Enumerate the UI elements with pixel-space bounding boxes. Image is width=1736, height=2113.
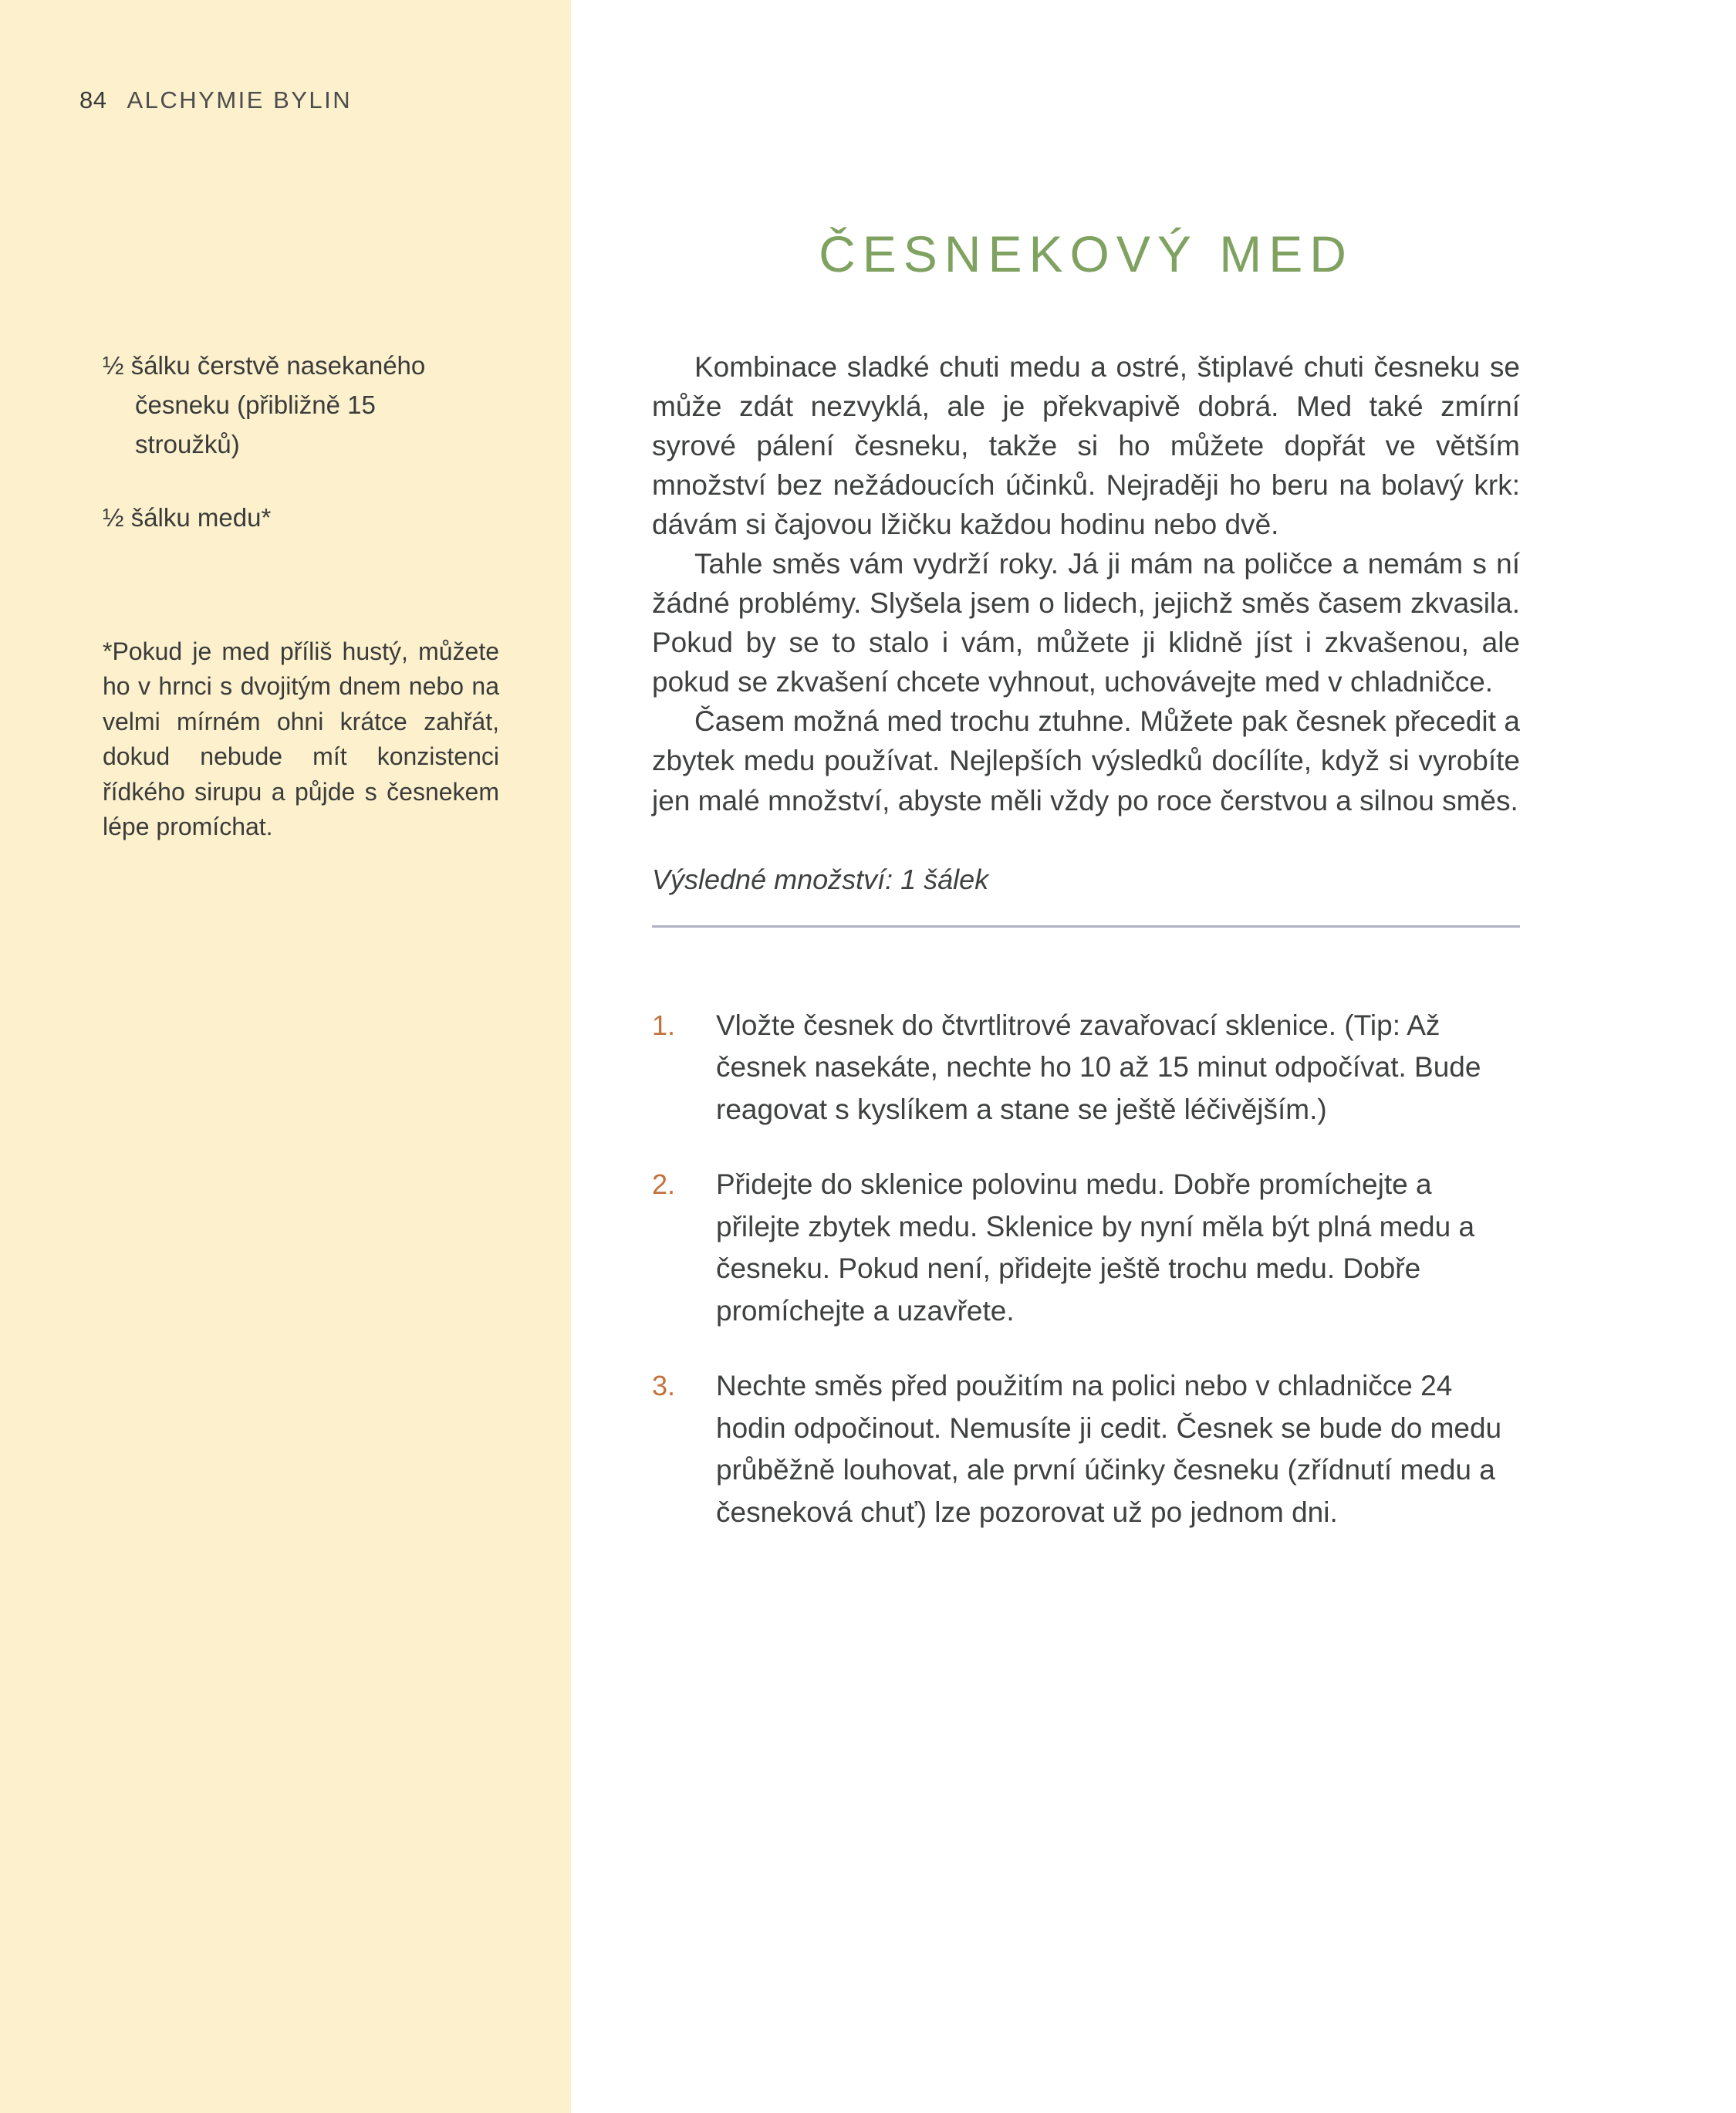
intro-paragraph: Tahle směs vám vydrží roky. Já ji mám na poličce a nemám s ní žádné problémy. Slyšela jsem o lidech, jejichž směs časem zkvasila. Pokud by se to stalo i vám, můžete ji klidně jíst i zkvašenou, ale pokud se zkvašení chcete vyhnout, uchovávejte med v chladničce. <box>652 548 1520 698</box>
steps-list <box>652 1005 1520 1534</box>
footnote: *Pokud je med příliš hustý, můžete ho v hrnci s dvojitým dnem nebo na velmi mírném ohni krátce zahřát, dokud nebude mít konzistenci řídkého sirupu a půjde s česnekem lépe promíchat. <box>103 637 499 841</box>
step-number: 2. <box>652 1168 676 1200</box>
yield-line: Výsledné množství: 1 šálek <box>652 863 989 895</box>
step-item <box>652 1365 1520 1534</box>
ingredient-list <box>103 346 485 572</box>
step-text: Přidejte do sklenice polovinu medu. Dobře promíchejte a přilejte zbytek medu. Sklenice by nyní měla být plná medu a česneku. Pokud není, přidejte ještě trochu medu. Dobře promíchejte a uzavřete. <box>716 1168 1475 1327</box>
ingredient-item: ½ šálku čerstvě nasekaného česneku (přibližně 15 stroužků) <box>103 351 426 459</box>
running-head <box>79 86 352 114</box>
ingredient-item: ½ šálku medu* <box>103 503 272 532</box>
book-title: ALCHYMIE BYLIN <box>127 86 353 113</box>
step-text: Vložte česnek do čtvrtlitrové zavařovací sklenice. (Tip: Až česnek nasekáte, nechte ho 10 až 15 minut odpočívat. Bude reagovat s kyslíkem a stane se ještě léčivějším.) <box>716 1009 1481 1126</box>
recipe-title: ČESNEKOVÝ MED <box>819 225 1353 282</box>
ingredients-sidebar <box>0 0 571 2113</box>
section-divider <box>652 925 1520 928</box>
intro-paragraph: Kombinace sladké chuti medu a ostré, štiplavé chuti česneku se může zdát nezvyklá, ale je překvapivě dobrá. Med také zmírní syrové pálení česneku, takže si ho můžete dopřát ve větším množství bez nežádoucích účinků. Nejraději ho beru na bolavý krk: dávám si čajovou lžičku každou hodinu nebo dvě. <box>652 351 1520 541</box>
recipe-intro <box>652 347 1520 820</box>
recipe-content <box>652 0 1520 1567</box>
page-number: 84 <box>79 86 107 113</box>
step-item <box>652 1005 1520 1131</box>
step-text: Nechte směs před použitím na polici nebo v chladničce 24 hodin odpočinout. Nemusíte ji cedit. Česnek se bude do medu průběžně louhovat, ale první účinky česneku (zřídnutí medu a česneková chuť) lze pozorovat už po jednom dni. <box>716 1369 1502 1529</box>
step-item <box>652 1164 1520 1333</box>
step-number: 3. <box>652 1369 676 1401</box>
intro-paragraph: Časem možná med trochu ztuhne. Můžete pak česnek přecedit a zbytek medu používat. Nejlepších výsledků docílíte, když si vyrobíte jen malé množství, abyste měli vždy po roce čerstvou a silnou směs. <box>652 705 1520 816</box>
step-number: 1. <box>652 1009 676 1041</box>
